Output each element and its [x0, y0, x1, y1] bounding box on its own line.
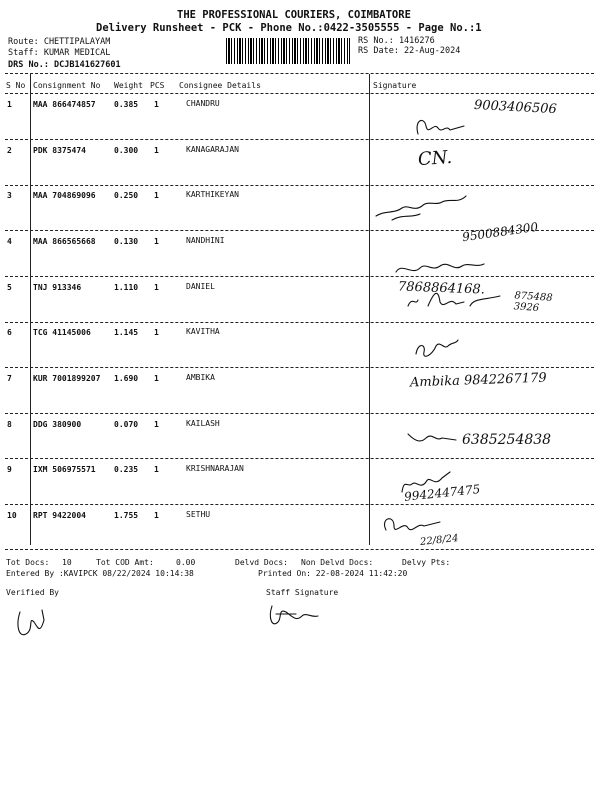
barcode — [226, 38, 350, 64]
row-pcs: 1 — [154, 237, 159, 246]
row-pcs: 1 — [154, 420, 159, 429]
row-consignment: RPT 9422004 — [33, 511, 86, 520]
col-weight: Weight — [114, 81, 143, 90]
row-weight: 1.690 — [114, 374, 139, 383]
row-sno: 6 — [7, 328, 12, 337]
row-pcs: 1 — [154, 511, 159, 520]
row-weight: 1.145 — [114, 328, 139, 337]
verified-by-label: Verified By — [6, 588, 59, 597]
handwritten-note: CN. — [417, 146, 453, 171]
row-sno: 2 — [7, 146, 12, 155]
row-consignment: TCG 41145006 — [33, 328, 91, 337]
signature-6 — [412, 334, 462, 360]
row-weight: 1.755 — [114, 511, 139, 520]
signature-3 — [372, 190, 472, 226]
header-rule — [5, 93, 594, 94]
staff-label: Staff: KUMAR MEDICAL — [8, 48, 111, 58]
tot-docs-label: Tot Docs: — [6, 558, 50, 567]
handwritten-note: 7868864168. — [397, 279, 486, 298]
handwritten-note: 9003406506 — [473, 97, 558, 118]
row-consignment: DDG 380900 — [33, 420, 82, 429]
handwritten-note: 875488 3926 — [513, 290, 553, 315]
printed-on: Printed On: 22-08-2024 11:42:20 — [258, 569, 408, 578]
signature-8 — [404, 428, 460, 448]
staff-signature-label: Staff Signature — [266, 588, 339, 597]
rs-number: RS No.: 1416276 — [358, 36, 435, 46]
rs-date: RS Date: 22-Aug-2024 — [358, 46, 461, 56]
row-consignment: KUR 7001899207 — [33, 374, 101, 383]
row-pcs: 1 — [154, 465, 159, 474]
row-pcs: 1 — [154, 328, 159, 337]
company-name: THE PROFESSIONAL COURIERS, COIMBATORE — [177, 9, 411, 21]
row-weight: 0.250 — [114, 191, 139, 200]
row-consignee: KAVITHA — [186, 327, 220, 336]
row-pcs: 1 — [154, 283, 159, 292]
handwritten-note: 9500884300 — [461, 219, 539, 245]
verifier-signature — [14, 604, 48, 644]
col-signature: Signature — [373, 81, 417, 90]
col-pcs: PCS — [150, 81, 165, 90]
row-consignment: TNJ 913346 — [33, 283, 82, 292]
row-weight: 1.110 — [114, 283, 139, 292]
row-weight: 0.300 — [114, 146, 139, 155]
row-consignee: AMBIKA — [186, 373, 215, 382]
row-consignment: MAA 866565668 — [33, 237, 96, 246]
delvd-docs-label: Delvd Docs: — [235, 558, 288, 567]
row-sno: 4 — [7, 237, 12, 246]
row-consignment: PDK 8375474 — [33, 146, 86, 155]
row-consignee: KARTHIKEYAN — [186, 190, 239, 199]
col-consignee: Consignee Details — [179, 81, 261, 90]
col-sno: S No — [6, 81, 26, 90]
row-consignee: SETHU — [186, 510, 211, 519]
row-pcs: 1 — [154, 191, 159, 200]
signature-1 — [410, 112, 470, 142]
signature-5 — [404, 282, 514, 312]
row-weight: 0.235 — [114, 465, 139, 474]
drs-number: DRS No.: DCJB141627601 — [8, 60, 121, 70]
handwritten-note: 22/8/24 — [419, 533, 460, 548]
row-sno: 1 — [7, 100, 12, 109]
signature-4 — [392, 258, 488, 280]
entered-by: Entered By :KAVIPCK 08/22/2024 10:14:38 — [6, 569, 194, 578]
row-weight: 0.070 — [114, 420, 139, 429]
row-sno: 5 — [7, 283, 12, 292]
row-weight: 0.385 — [114, 100, 139, 109]
runsheet-title: Delivery Runsheet - PCK - Phone No.:0422-3505555 - Page No.:1 — [96, 22, 482, 34]
handwritten-note: Ambika 9842267179 — [409, 370, 547, 391]
row-consignment: MAA 704869096 — [33, 191, 96, 200]
row-consignment: IXM 506975571 — [33, 465, 96, 474]
cod-value: 0.00 — [176, 558, 196, 567]
row-consignee: DANIEL — [186, 282, 215, 291]
row-consignee: KAILASH — [186, 419, 220, 428]
row-pcs: 1 — [154, 146, 159, 155]
row-weight: 0.130 — [114, 237, 139, 246]
row-consignee: CHANDRU — [186, 99, 220, 108]
row-sno: 3 — [7, 191, 12, 200]
non-delvd-docs-label: Non Delvd Docs: — [301, 558, 374, 567]
row-sno: 10 — [7, 511, 17, 520]
row-consignee: NANDHINI — [186, 236, 225, 245]
cod-label: Tot COD Amt: — [96, 558, 154, 567]
staff-signature — [266, 600, 322, 630]
handwritten-note: 6385254838 — [462, 432, 552, 448]
row-sno: 7 — [7, 374, 12, 383]
handwritten-note: 9942447475 — [403, 482, 481, 504]
row-pcs: 1 — [154, 374, 159, 383]
route-label: Route: CHETTIPALAYAM — [8, 37, 111, 47]
row-consignee: KRISHNARAJAN — [186, 464, 244, 473]
row-consignee: KANAGARAJAN — [186, 145, 239, 154]
row-consignment: MAA 866474857 — [33, 100, 96, 109]
tot-docs-value: 10 — [62, 558, 72, 567]
col-consignment: Consignment No — [33, 81, 101, 90]
row-sno: 9 — [7, 465, 12, 474]
table-top-rule — [5, 73, 594, 74]
row-pcs: 1 — [154, 100, 159, 109]
row-sno: 8 — [7, 420, 12, 429]
delvy-pts-label: Delvy Pts: — [402, 558, 451, 567]
